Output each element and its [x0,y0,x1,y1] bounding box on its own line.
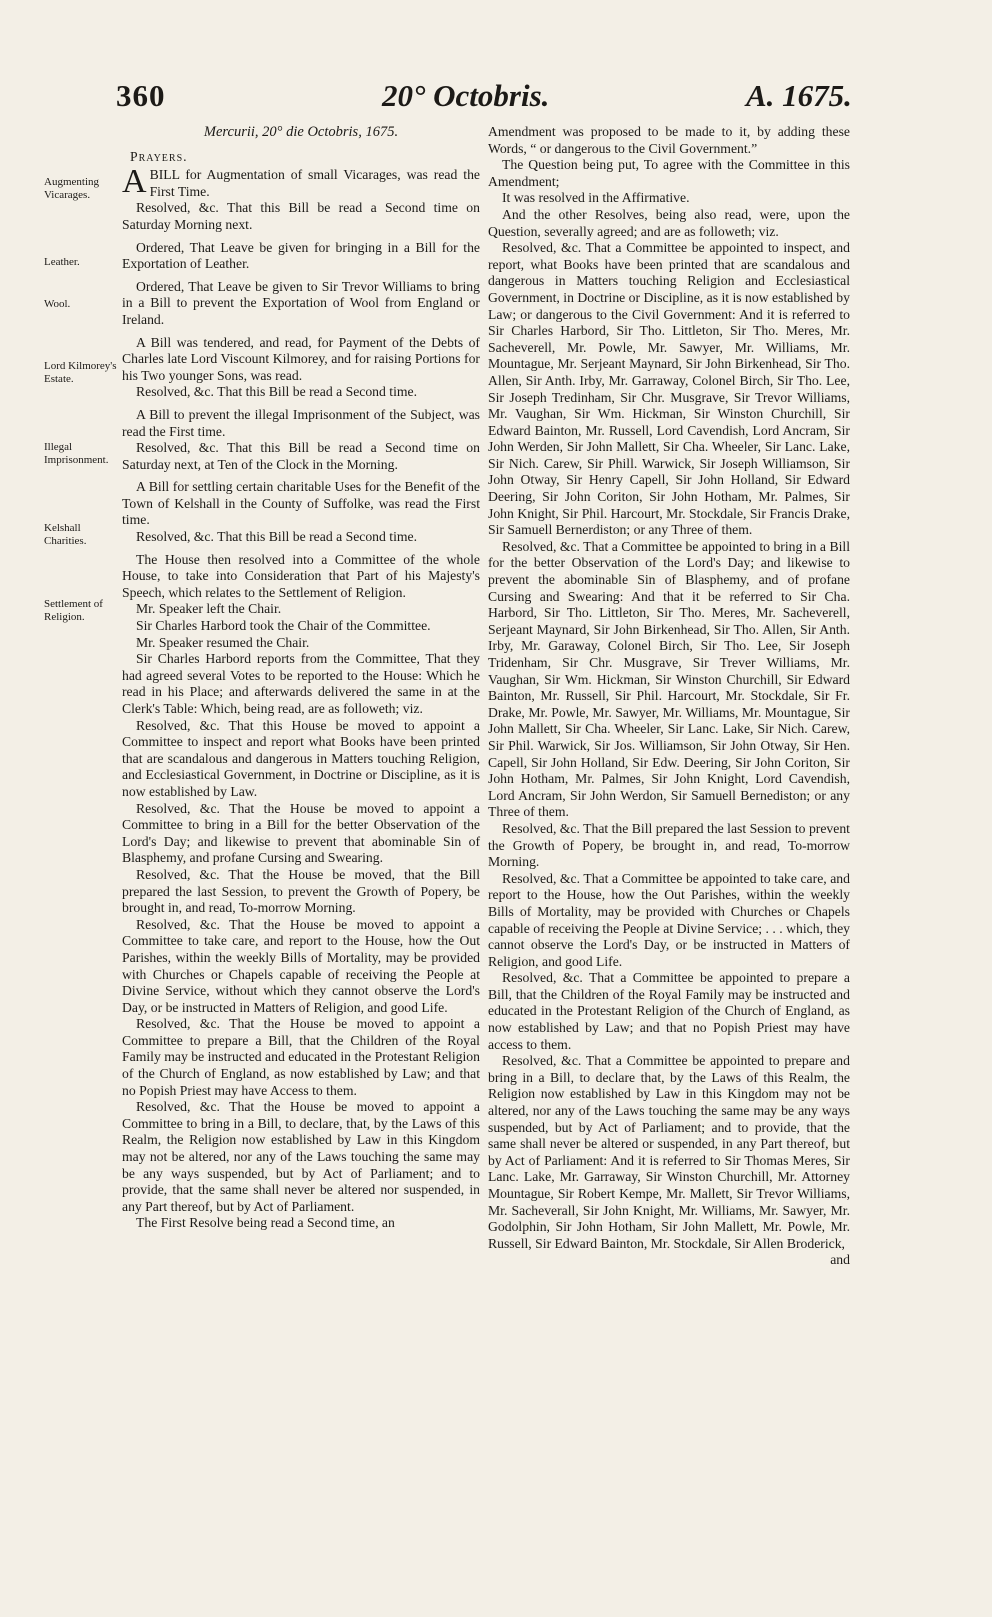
margin-note-vicarages: Augmenting Vicarages. [44,176,99,201]
entry-religion [122,552,480,1232]
left-column [122,124,480,1238]
entry-kilmorey [122,335,480,401]
margin-note-leather: Leather. [44,256,80,268]
margin-note-religion: Settlement of Religion. [44,598,103,623]
kilmorey-resolved: Resolved, &c. That this Bill be read a Second time. [136,384,418,400]
entry-wool [122,279,480,329]
religion-paragraph: Resolved, &c. That the House be moved to appoint a Committee to prepare a Bill, that the Children of the Royal Family may be instructed and educated in the Protestant Religion of the Church of England, as now established by Law; and that no Popish Priest may have Access to them. [122,1016,480,1098]
entry-vicarages [122,163,480,233]
imprisonment-bill: A Bill to prevent the illegal Imprisonment of the Subject, was read the First time. [122,406,480,439]
right-column [488,124,850,1269]
wool-order: Ordered, That Leave be given to Sir Trevor Williams to bring in a Bill to prevent the Exportation of Wool from England or Ireland. [122,278,480,327]
religion-paragraph: Resolved, &c. That the House be moved to appoint a Committee to bring in a Bill, to declare, that, by the Laws of this Realm, the Religion now established by Law in this Kingdom may not be altered, nor any of the Laws touching the same may be any ways suspended, but by Act of Parliament; and to provide, that the same shall never be altered nor suspended, in any Part thereof, but by Act of Parliament. [122,1099,480,1214]
religion-paragraph: Resolved, &c. That the House be moved, that the Bill prepared the last Session, to prevent the Growth of Popery, be brought in, and read, To-morrow Morning. [122,866,480,916]
margin-note-wool: Wool. [44,298,71,310]
kelshall-resolved: Resolved, &c. That this Bill be read a Second time. [136,529,418,545]
religion-paragraph: Resolved, &c. That this House be moved to appoint a Committee to inspect and report what Books have been printed that are scandalous and dangerous in Matters touching Religion, and Ecclesiastical Government, in Doctrine or Discipline, as it is now established by Law. [122,717,480,799]
right-paragraph: Resolved, &c. That a Committee be appointed to take care, and report to the House, how the Out Parishes, within the weekly Bills of Mortality, may be provided with Churches or Chapels capable of receiving the People at Divine Service; . . . which, they cannot observe the Lord's Day, or be instructed in Matters of Religion, and good Life. [488,870,850,969]
religion-paragraph: Sir Charles Harbord reports from the Committee, That they had agreed several Votes to be reported to the House: Which he read in his Place; and afterwards delivered the same in at the Clerk's Table: Which, being read, are as followeth; viz. [122,651,480,716]
right-paragraph: It was resolved in the Affirmative. [502,190,690,206]
prayers-heading: Prayers. [130,148,188,164]
vicarages-resolved: Resolved, &c. That this Bill be read a Second time on Saturday Morning next. [122,200,480,232]
running-date: 20° Octobris. [382,78,550,113]
margin-note-kelshall: Kelshall Charities. [44,522,87,547]
imprisonment-resolved: Resolved, &c. That this Bill be read a Second time on Saturday next, at Ten of the Clock in the Morning. [122,440,480,472]
right-paragraph: The Question being put, To agree with the Committee in this Amendment; [488,157,850,189]
running-year: A. 1675. [746,78,852,113]
religion-paragraph: Resolved, &c. That the House be moved to appoint a Committee to bring in a Bill for the better Observation of the Lord's Day; and likewise to prevent that abominable Sin of Blasphemy, and profane Cursing and Swearing. [122,800,480,866]
religion-paragraph: The First Resolve being read a Second time, an [136,1215,395,1231]
drop-cap: A [122,163,147,201]
catchword: and [830,1252,850,1268]
religion-paragraph: Resolved, &c. That the House be moved to appoint a Committee to take care, and report to the House, how the Out Parishes, within the weekly Bills of Mortality, may be provided with Churches or Chapels capable of receiving the People at Divine Service, without which they cannot observe the Lord's Day, or be instructed in Matters of Religion, and good Life. [122,916,480,1015]
right-paragraph: Resolved, &c. That a Committee be appointed to bring in a Bill for the better Observation of the Lord's Day; and likewise to prevent the abominable Sin of Blasphemy, and of profane Cursing and Swearing: And that it be referred to Sir Cha. Harbord, Sir Tho. Littleton, Sir Tho. Meres, Mr. Sacheverell, Serjeant Maynard, Sir John Birkenhead, Sir Tho. Allen, Sir Anth. Irby, Mr. Garaway, Colonel Birch, Sir Tho. Lee, Sir Joseph Tridenham, Sir Chr. Musgrave, Sir Trever Williams, Mr. Vaughan, Sir Wm. Hickman, Sir Winston Churchill, Sir Edward Bainton, Mr. Russell, Sir Phil. Harcourt, Mr. Stockdale, Sir Fr. Drake, Mr. Powle, Mr. Sawyer, Mr. Williams, Mr. Mountague, Sir John Mallett, Sir Cha. Wheeler, Sir Lanc. Lake, Sir Nich. Carew, Sir Phil. Warwick, Sir Jos. Williamson, Sir John Otway, Sir Hen. Capell, Sir John Holland, Sir Edw. Deering, Sir John Coriton, Sir John Hotham, Mr. Palmes, Sir John Knight, Lord Cavendish, Lord Ancram, Sir John Werdon, Sir Samuell Bernediston; or any Three of them. [488,538,850,820]
religion-paragraph: Mr. Speaker left the Chair. [136,601,282,617]
page-number: 360 [116,78,166,113]
entry-kelshall [122,479,480,545]
margin-note-kilmorey: Lord Kilmorey's Estate. [44,360,117,385]
margin-note-imprisonment: Illegal Imprisonment. [44,441,109,466]
right-paragraph: Resolved, &c. That a Committee be appointed to prepare and bring in a Bill, to declare that, by the Laws of this Realm, the Religion now established by Law in this Kingdom may not be altered, nor any of the Laws touching the same may be any ways suspended, but by Act of Parliament; and to provide, that the same shall never be altered or suspended, in any Part thereof, but by Act of Parliament: And it is referred to Sir Thomas Meres, Sir Lanc. Lake, Mr. Garraway, Sir Winston Churchill, Mr. Attorney Mountague, Sir Robert Kempe, Mr. Mallett, Sir Trevor Williams, Mr. Sacheverall, Sir John Knight, Mr. Williams, Mr. Sawyer, Mr. Godolphin, Sir John Hotham, Sir John Mallett, Mr. Powle, Mr. Russell, Sir Edward Bainton, Mr. Stockdale, Sir Allen Broderick, [488,1053,850,1251]
right-paragraph: Resolved, &c. That a Committee be appointed to prepare a Bill, that the Children of the Royal Family may be instructed and educated in the Protestant Religion of the Church of England, as now established by Law; and that no Popish Priest may have access to them. [488,970,850,1052]
page-header [0,78,992,118]
leather-order: Ordered, That Leave be given for bringing in a Bill for the Exportation of Leather. [122,239,480,272]
vicarages-bill: ABILL for Augmentation of small Vicarages, was read the First Time. [122,163,480,201]
right-paragraph: Amendment was proposed to be made to it, by adding these Words, “ or dangerous to the Civil Government.” [488,124,850,156]
entry-leather [122,240,480,273]
right-paragraph: Resolved, &c. That the Bill prepared the last Session to prevent the Growth of Popery, be brought in, and read, To-morrow Morning. [488,820,850,870]
right-paragraph: And the other Resolves, being also read, were, upon the Question, severally agreed; and are as followeth; viz. [488,206,850,239]
right-paragraph: Resolved, &c. That a Committee be appointed to inspect, and report, what Books have been printed that are scandalous and dangerous in Matters touching Religion and Ecclesiastical Government, in Doctrine or Discipline, as it is now established by Law; or dangerous to the Civil Government: And it is referred to Sir Charles Harbord, Sir Tho. Littleton, Sir Tho. Meres, Mr. Sacheverell, Mr. Powle, Mr. Sawyer, Mr. Williams, Mr. Mountague, Mr. Serjeant Maynard, Sir John Birkenhead, Sir Tho. Allen, Sir Anth. Irby, Mr. Garraway, Colonel Birch, Sir Tho. Lee, Sir Joseph Tredinham, Sir Chr. Musgrave, Sir Trevor Williams, Mr. Vaughan, Sir Wm. Hickman, Sir Winston Churchill, Sir Edward Bainton, Mr. Russell, Lord Cavendish, Lord Ancram, Sir John Werden, Sir John Mallett, Sir Cha. Wheeler, Sir Lanc. Lake, Sir Nich. Carew, Sir Phill. Warwick, Sir Joseph Williamson, Sir John Otway, Sir Henry Capell, Sir John Holland, Sir Edward Deering, Sir John Coriton, Sir John Hotham, Mr. Palmes, Sir John Knight, Sir Phil. Harcourt, Mr. Stockdale, Sir Francis Drake, Sir Samuell Bernerdiston; or any Three of them. [488,240,850,538]
kelshall-bill: A Bill for settling certain charitable Uses for the Benefit of the Town of Kelshall in the County of Suffolke, was read the First time. [122,479,480,528]
kilmorey-bill: A Bill was tendered, and read, for Payment of the Debts of Charles late Lord Viscount Kilmorey, and for raising Portions for his Two younger Sons, was read. [122,334,480,383]
entry-imprisonment [122,407,480,473]
religion-paragraph: Mr. Speaker resumed the Chair. [136,634,310,650]
religion-paragraph: The House then resolved into a Committee of the whole House, to take into Consideration that Part of his Majesty's Speech, which relates to the Settlement of Religion. [122,551,480,600]
sitting-heading: Mercurii, 20° die Octobris, 1675. [203,124,399,140]
religion-paragraph: Sir Charles Harbord took the Chair of the Committee. [136,618,431,634]
